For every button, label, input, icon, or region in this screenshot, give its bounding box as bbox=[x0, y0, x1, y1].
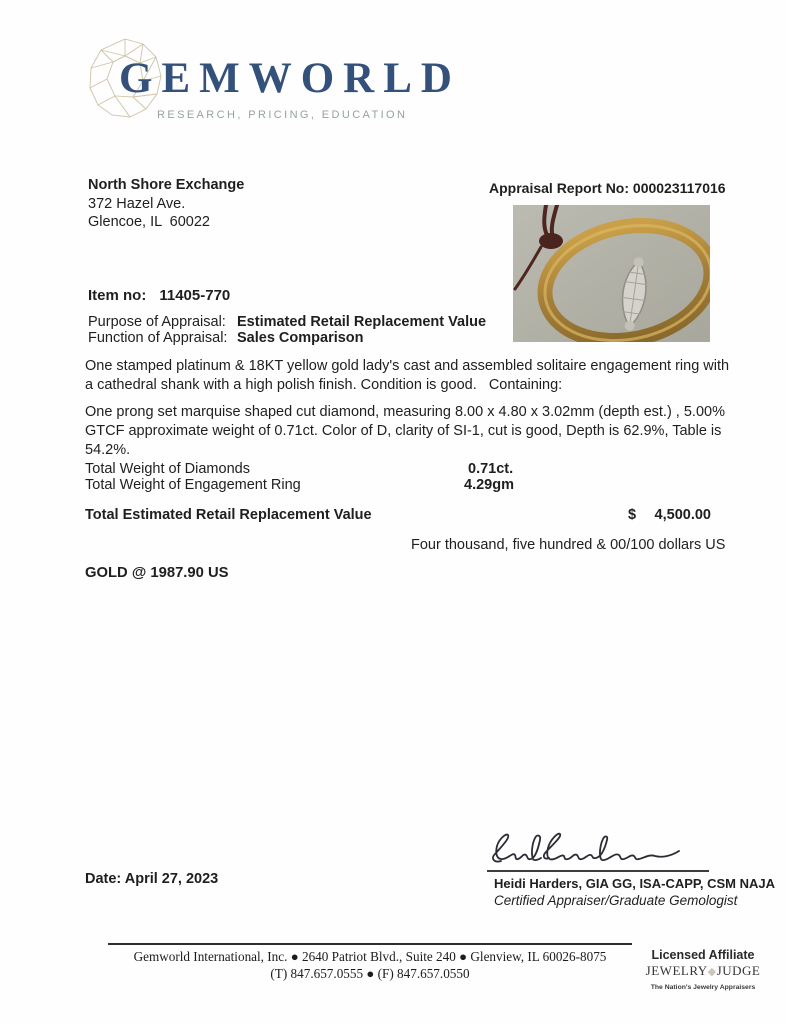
purpose-value: Estimated Retail Replacement Value bbox=[237, 314, 487, 330]
gold-price-line: GOLD @ 1987.90 US bbox=[85, 565, 229, 581]
appraiser-credential: Certified Appraiser/Graduate Gemologist bbox=[494, 893, 738, 908]
appraiser-name: Heidi Harders, GIA GG, ISA-CAPP, CSM NAJA bbox=[494, 876, 776, 891]
function-row bbox=[88, 330, 728, 347]
client-address-line2: Glencoe, IL 60022 bbox=[88, 214, 210, 230]
weight-row-ring bbox=[85, 477, 735, 494]
licensed-affiliate-label: Licensed Affiliate bbox=[651, 948, 755, 962]
client-name: North Shore Exchange bbox=[88, 177, 245, 193]
weight-diamonds-label: Total Weight of Diamonds bbox=[85, 461, 250, 477]
weight-ring-value: 4.29gm bbox=[464, 477, 514, 493]
jewelry-judge-left: JEWELRY bbox=[645, 963, 708, 978]
jewelry-judge-right: JUDGE bbox=[716, 963, 761, 978]
purpose-label: Purpose of Appraisal: bbox=[88, 314, 226, 330]
function-value: Sales Comparison bbox=[237, 330, 364, 346]
total-value-amount: 4,500.00 bbox=[654, 507, 711, 523]
footer-divider bbox=[108, 943, 632, 945]
footer-company-block bbox=[108, 948, 632, 982]
footer-phone-line: (T) 847.657.0555 ● (F) 847.657.0550 bbox=[270, 966, 470, 981]
client-address-line1: 372 Hazel Ave. bbox=[88, 195, 186, 212]
jewelry-judge-tagline: The Nation's Jewelry Appraisers bbox=[650, 984, 756, 991]
description-paragraph-1: One stamped platinum & 18KT yellow gold lady's cast and assembled solitaire engagement ring with a cathedral shank with a high polish finish. Condition is good. Containing: bbox=[85, 358, 734, 393]
date-line: Date: April 27, 2023 bbox=[85, 871, 219, 887]
total-value-row bbox=[85, 507, 735, 525]
jewelry-judge-wordmark bbox=[638, 963, 768, 980]
item-number-label: Item no: bbox=[88, 287, 147, 304]
brand-tagline: RESEARCH, PRICING, EDUCATION bbox=[157, 109, 408, 121]
item-number-value: 11405-770 bbox=[159, 287, 231, 304]
purpose-row bbox=[88, 314, 728, 331]
total-value-label: Total Estimated Retail Replacement Value bbox=[85, 507, 372, 523]
weight-diamonds-value: 0.71ct. bbox=[468, 461, 514, 477]
client-address-block bbox=[88, 176, 244, 232]
description-paragraph-2: One prong set marquise shaped cut diamond, measuring 8.00 x 4.80 x 3.02mm (depth est.) , 5.00% GTCF approximate weight of 0.71ct. Color of D, clarity of SI-1, cut is good, Depth is 62.9%, Table is 54.2%. bbox=[85, 404, 729, 458]
appraisal-report-number: Appraisal Report No: 000023117016 bbox=[489, 180, 726, 196]
weight-row-diamonds bbox=[85, 461, 735, 478]
footer-company-line: Gemworld International, Inc. ● 2640 Patriot Blvd., Suite 240 ● Glenview, IL 60026-8075 bbox=[133, 949, 607, 964]
item-number-row bbox=[88, 287, 230, 304]
function-label: Function of Appraisal: bbox=[88, 330, 228, 346]
signature-icon bbox=[487, 830, 709, 872]
brand-wordmark: GEMWORLD bbox=[119, 55, 461, 102]
diamond-icon: ◆ bbox=[707, 966, 717, 978]
currency-symbol: $ bbox=[628, 507, 637, 523]
weight-ring-label: Total Weight of Engagement Ring bbox=[85, 477, 301, 493]
licensed-affiliate-block bbox=[638, 948, 768, 995]
amount-in-words: Four thousand, five hundred & 00/100 dollars US bbox=[411, 537, 726, 553]
